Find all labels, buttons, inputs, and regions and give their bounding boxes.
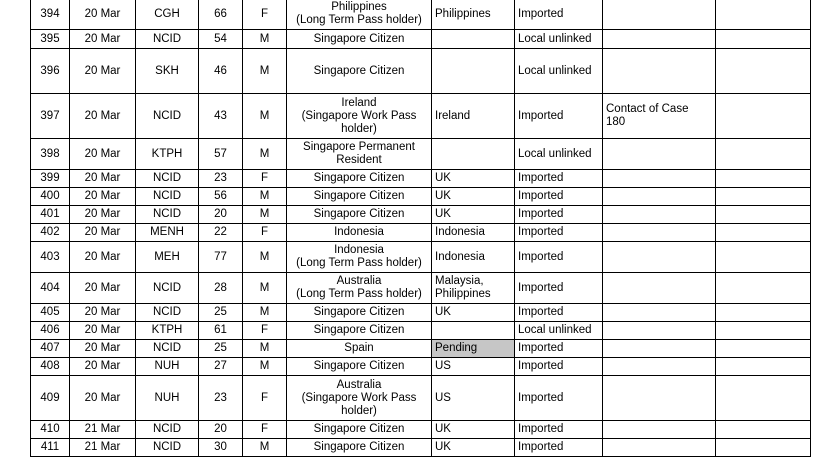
nationality-cell	[287, 340, 432, 358]
empty-cell	[716, 0, 811, 30]
date-cell: 20 Mar	[70, 170, 136, 188]
age-cell: 23	[199, 376, 243, 421]
classification-cell: Imported	[515, 304, 603, 322]
travel-line: UK	[435, 172, 451, 184]
case-number-cell: 405	[31, 304, 70, 322]
nationality-cell	[287, 49, 432, 94]
hospital-cell: CGH	[136, 0, 199, 30]
hospital-cell: NCID	[136, 304, 199, 322]
gender-cell: M	[243, 139, 287, 170]
hospital-cell: NCID	[136, 340, 199, 358]
hospital-cell: NCID	[136, 188, 199, 206]
travel-history-cell	[432, 421, 515, 439]
age-cell: 61	[199, 322, 243, 340]
case-number-cell: 408	[31, 358, 70, 376]
nationality-line: Australia	[336, 378, 382, 391]
travel-line: UK	[435, 423, 451, 435]
classification-cell: Imported	[515, 242, 603, 273]
age-cell: 20	[199, 206, 243, 224]
date-cell: 20 Mar	[70, 0, 136, 30]
travel-history-cell	[432, 242, 515, 273]
travel-history-cell	[432, 322, 515, 340]
travel-history-cell	[432, 304, 515, 322]
nationality-line: Singapore Citizen	[313, 360, 405, 372]
nationality-line: Australia	[336, 275, 382, 287]
nationality-line: holder)	[341, 122, 377, 135]
gender-cell: F	[243, 224, 287, 242]
travel-line: US	[435, 391, 451, 404]
empty-cell	[716, 30, 811, 49]
links-cell	[603, 0, 716, 30]
date-cell: 20 Mar	[70, 188, 136, 206]
table-row	[31, 304, 811, 322]
nationality-line: (Long Term Pass holder)	[296, 288, 422, 300]
links-cell	[603, 94, 716, 139]
hospital-cell: NCID	[136, 273, 199, 304]
table-row	[31, 439, 811, 457]
links-line: 180	[606, 116, 626, 128]
hospital-cell: NUH	[136, 358, 199, 376]
hospital-cell: NCID	[136, 170, 199, 188]
empty-cell	[716, 421, 811, 439]
table-row	[31, 322, 811, 340]
classification-cell: Local unlinked	[515, 49, 603, 94]
links-cell	[603, 49, 716, 94]
travel-history-cell	[432, 170, 515, 188]
links-cell	[603, 206, 716, 224]
case-number-cell: 398	[31, 139, 70, 170]
table-row	[31, 188, 811, 206]
travel-history-cell	[432, 94, 515, 139]
travel-history-cell	[432, 0, 515, 30]
table-row	[31, 94, 811, 139]
nationality-cell	[287, 358, 432, 376]
links-cell	[603, 242, 716, 273]
nationality-line: Indonesia	[334, 244, 384, 256]
nationality-line: (Long Term Pass holder)	[296, 14, 422, 26]
case-number-cell: 400	[31, 188, 70, 206]
age-cell: 25	[199, 340, 243, 358]
nationality-cell	[287, 139, 432, 170]
age-cell: 77	[199, 242, 243, 273]
nationality-line: holder)	[341, 404, 377, 417]
travel-line: UK	[435, 306, 451, 318]
hospital-cell: MENH	[136, 224, 199, 242]
nationality-cell	[287, 421, 432, 439]
nationality-line: Singapore Citizen	[313, 423, 405, 435]
gender-cell: M	[243, 242, 287, 273]
empty-cell	[716, 49, 811, 94]
age-cell: 30	[199, 439, 243, 457]
date-cell: 20 Mar	[70, 358, 136, 376]
case-number-cell: 402	[31, 224, 70, 242]
case-number-cell: 397	[31, 94, 70, 139]
table-row	[31, 139, 811, 170]
hospital-cell: SKH	[136, 49, 199, 94]
nationality-cell	[287, 206, 432, 224]
case-number-cell: 406	[31, 322, 70, 340]
age-cell: 23	[199, 170, 243, 188]
case-number-cell: 411	[31, 439, 70, 457]
nationality-line: Resident	[336, 154, 382, 166]
age-cell: 46	[199, 49, 243, 94]
hospital-cell: NCID	[136, 94, 199, 139]
classification-cell: Imported	[515, 0, 603, 30]
links-cell	[603, 421, 716, 439]
date-cell: 20 Mar	[70, 49, 136, 94]
empty-cell	[716, 94, 811, 139]
classification-cell: Imported	[515, 273, 603, 304]
table-row	[31, 421, 811, 439]
hospital-cell: NCID	[136, 206, 199, 224]
table-row	[31, 340, 811, 358]
links-cell	[603, 376, 716, 421]
nationality-cell	[287, 30, 432, 49]
table-row	[31, 206, 811, 224]
travel-line: UK	[435, 208, 451, 220]
nationality-cell	[287, 94, 432, 139]
date-cell: 20 Mar	[70, 94, 136, 139]
nationality-cell	[287, 188, 432, 206]
hospital-cell: NCID	[136, 439, 199, 457]
nationality-line: Singapore Citizen	[313, 32, 405, 45]
empty-cell	[716, 358, 811, 376]
links-cell	[603, 224, 716, 242]
nationality-cell	[287, 170, 432, 188]
age-cell: 57	[199, 139, 243, 170]
nationality-line: Singapore Permanent	[303, 141, 415, 153]
travel-line: Ireland	[435, 109, 471, 122]
travel-history-cell	[432, 49, 515, 94]
hospital-cell: MEH	[136, 242, 199, 273]
date-cell: 20 Mar	[70, 273, 136, 304]
empty-cell	[716, 188, 811, 206]
table-row	[31, 376, 811, 421]
travel-line: UK	[435, 441, 451, 453]
table-row	[31, 30, 811, 49]
classification-cell: Local unlinked	[515, 30, 603, 49]
date-cell: 21 Mar	[70, 421, 136, 439]
date-cell: 20 Mar	[70, 304, 136, 322]
nationality-line: (Singapore Work Pass	[301, 109, 417, 122]
date-cell: 20 Mar	[70, 224, 136, 242]
empty-cell	[716, 340, 811, 358]
links-cell	[603, 170, 716, 188]
table-row	[31, 273, 811, 304]
gender-cell: M	[243, 439, 287, 457]
case-number-cell: 403	[31, 242, 70, 273]
gender-cell: M	[243, 304, 287, 322]
links-line: Contact of Case	[606, 103, 689, 115]
gender-cell: M	[243, 94, 287, 139]
empty-cell	[716, 224, 811, 242]
nationality-cell	[287, 304, 432, 322]
case-number-cell: 395	[31, 30, 70, 49]
date-cell: 20 Mar	[70, 242, 136, 273]
date-cell: 20 Mar	[70, 139, 136, 170]
case-number-cell: 409	[31, 376, 70, 421]
links-cell	[603, 30, 716, 49]
hospital-cell: NCID	[136, 421, 199, 439]
gender-cell: F	[243, 0, 287, 30]
travel-line: Malaysia,	[435, 275, 484, 287]
nationality-line: Spain	[344, 342, 374, 354]
links-cell	[603, 439, 716, 457]
links-cell	[603, 139, 716, 170]
links-cell	[603, 340, 716, 358]
table-row	[31, 358, 811, 376]
classification-cell: Imported	[515, 376, 603, 421]
gender-cell: F	[243, 170, 287, 188]
nationality-line: Singapore Citizen	[313, 64, 405, 77]
nationality-line: Philippines	[331, 1, 387, 13]
age-cell: 22	[199, 224, 243, 242]
case-number-cell: 410	[31, 421, 70, 439]
hospital-cell: KTPH	[136, 139, 199, 170]
gender-cell: F	[243, 376, 287, 421]
table-row	[31, 170, 811, 188]
classification-cell: Imported	[515, 421, 603, 439]
nationality-line: Ireland	[341, 96, 377, 109]
travel-history-cell	[432, 376, 515, 421]
empty-cell	[716, 304, 811, 322]
gender-cell: M	[243, 358, 287, 376]
date-cell: 20 Mar	[70, 340, 136, 358]
travel-line: Pending	[435, 342, 478, 354]
age-cell: 20	[199, 421, 243, 439]
travel-history-pending-cell	[432, 340, 515, 358]
table-row	[31, 0, 811, 30]
hospital-cell: KTPH	[136, 322, 199, 340]
case-number-cell: 399	[31, 170, 70, 188]
gender-cell: F	[243, 322, 287, 340]
nationality-cell	[287, 224, 432, 242]
date-cell: 21 Mar	[70, 439, 136, 457]
age-cell: 25	[199, 304, 243, 322]
age-cell: 28	[199, 273, 243, 304]
empty-cell	[716, 206, 811, 224]
classification-cell: Imported	[515, 206, 603, 224]
travel-history-cell	[432, 358, 515, 376]
nationality-cell	[287, 0, 432, 30]
classification-cell: Local unlinked	[515, 322, 603, 340]
case-number-cell: 404	[31, 273, 70, 304]
table-row	[31, 242, 811, 273]
nationality-cell	[287, 439, 432, 457]
table-row	[31, 224, 811, 242]
nationality-line: (Singapore Work Pass	[301, 391, 417, 404]
travel-history-cell	[432, 273, 515, 304]
classification-cell: Local unlinked	[515, 139, 603, 170]
gender-cell: M	[243, 30, 287, 49]
travel-line: Philippines	[435, 288, 491, 300]
age-cell: 56	[199, 188, 243, 206]
nationality-line: (Long Term Pass holder)	[296, 257, 422, 269]
date-cell: 20 Mar	[70, 30, 136, 49]
case-number-cell: 394	[31, 0, 70, 30]
gender-cell: M	[243, 273, 287, 304]
gender-cell: M	[243, 188, 287, 206]
gender-cell: M	[243, 340, 287, 358]
travel-history-cell	[432, 224, 515, 242]
age-cell: 66	[199, 0, 243, 30]
classification-cell: Imported	[515, 224, 603, 242]
age-cell: 54	[199, 30, 243, 49]
gender-cell: M	[243, 206, 287, 224]
empty-cell	[716, 170, 811, 188]
travel-history-cell	[432, 139, 515, 170]
empty-cell	[716, 242, 811, 273]
nationality-cell	[287, 273, 432, 304]
nationality-cell	[287, 376, 432, 421]
travel-history-cell	[432, 206, 515, 224]
date-cell: 20 Mar	[70, 206, 136, 224]
age-cell: 27	[199, 358, 243, 376]
nationality-line: Singapore Citizen	[313, 441, 405, 453]
travel-history-cell	[432, 439, 515, 457]
links-cell	[603, 304, 716, 322]
hospital-cell: NCID	[136, 30, 199, 49]
age-cell: 43	[199, 94, 243, 139]
gender-cell: M	[243, 49, 287, 94]
travel-line: UK	[435, 190, 451, 202]
classification-cell: Imported	[515, 439, 603, 457]
links-cell	[603, 188, 716, 206]
nationality-line: Singapore Citizen	[313, 324, 405, 336]
nationality-line: Indonesia	[334, 226, 384, 238]
case-table	[30, 0, 811, 457]
nationality-cell	[287, 242, 432, 273]
table-row	[31, 49, 811, 94]
hospital-cell: NUH	[136, 376, 199, 421]
travel-line: US	[435, 360, 451, 372]
travel-history-cell	[432, 30, 515, 49]
gender-cell: F	[243, 421, 287, 439]
links-cell	[603, 273, 716, 304]
classification-cell: Imported	[515, 358, 603, 376]
empty-cell	[716, 273, 811, 304]
classification-cell: Imported	[515, 170, 603, 188]
classification-cell: Imported	[515, 340, 603, 358]
travel-line: Philippines	[435, 7, 491, 20]
nationality-line: Singapore Citizen	[313, 190, 405, 202]
travel-history-cell	[432, 188, 515, 206]
links-cell	[603, 358, 716, 376]
empty-cell	[716, 139, 811, 170]
nationality-line: Singapore Citizen	[313, 306, 405, 318]
empty-cell	[716, 322, 811, 340]
links-cell	[603, 322, 716, 340]
empty-cell	[716, 439, 811, 457]
travel-line: Indonesia	[435, 226, 485, 238]
travel-line: Indonesia	[435, 250, 485, 263]
nationality-line: Singapore Citizen	[313, 208, 405, 220]
classification-cell: Imported	[515, 94, 603, 139]
nationality-line: Singapore Citizen	[313, 172, 405, 184]
date-cell: 20 Mar	[70, 376, 136, 421]
case-number-cell: 407	[31, 340, 70, 358]
nationality-cell	[287, 322, 432, 340]
date-cell: 20 Mar	[70, 322, 136, 340]
classification-cell: Imported	[515, 188, 603, 206]
case-number-cell: 396	[31, 49, 70, 94]
empty-cell	[716, 376, 811, 421]
case-number-cell: 401	[31, 206, 70, 224]
